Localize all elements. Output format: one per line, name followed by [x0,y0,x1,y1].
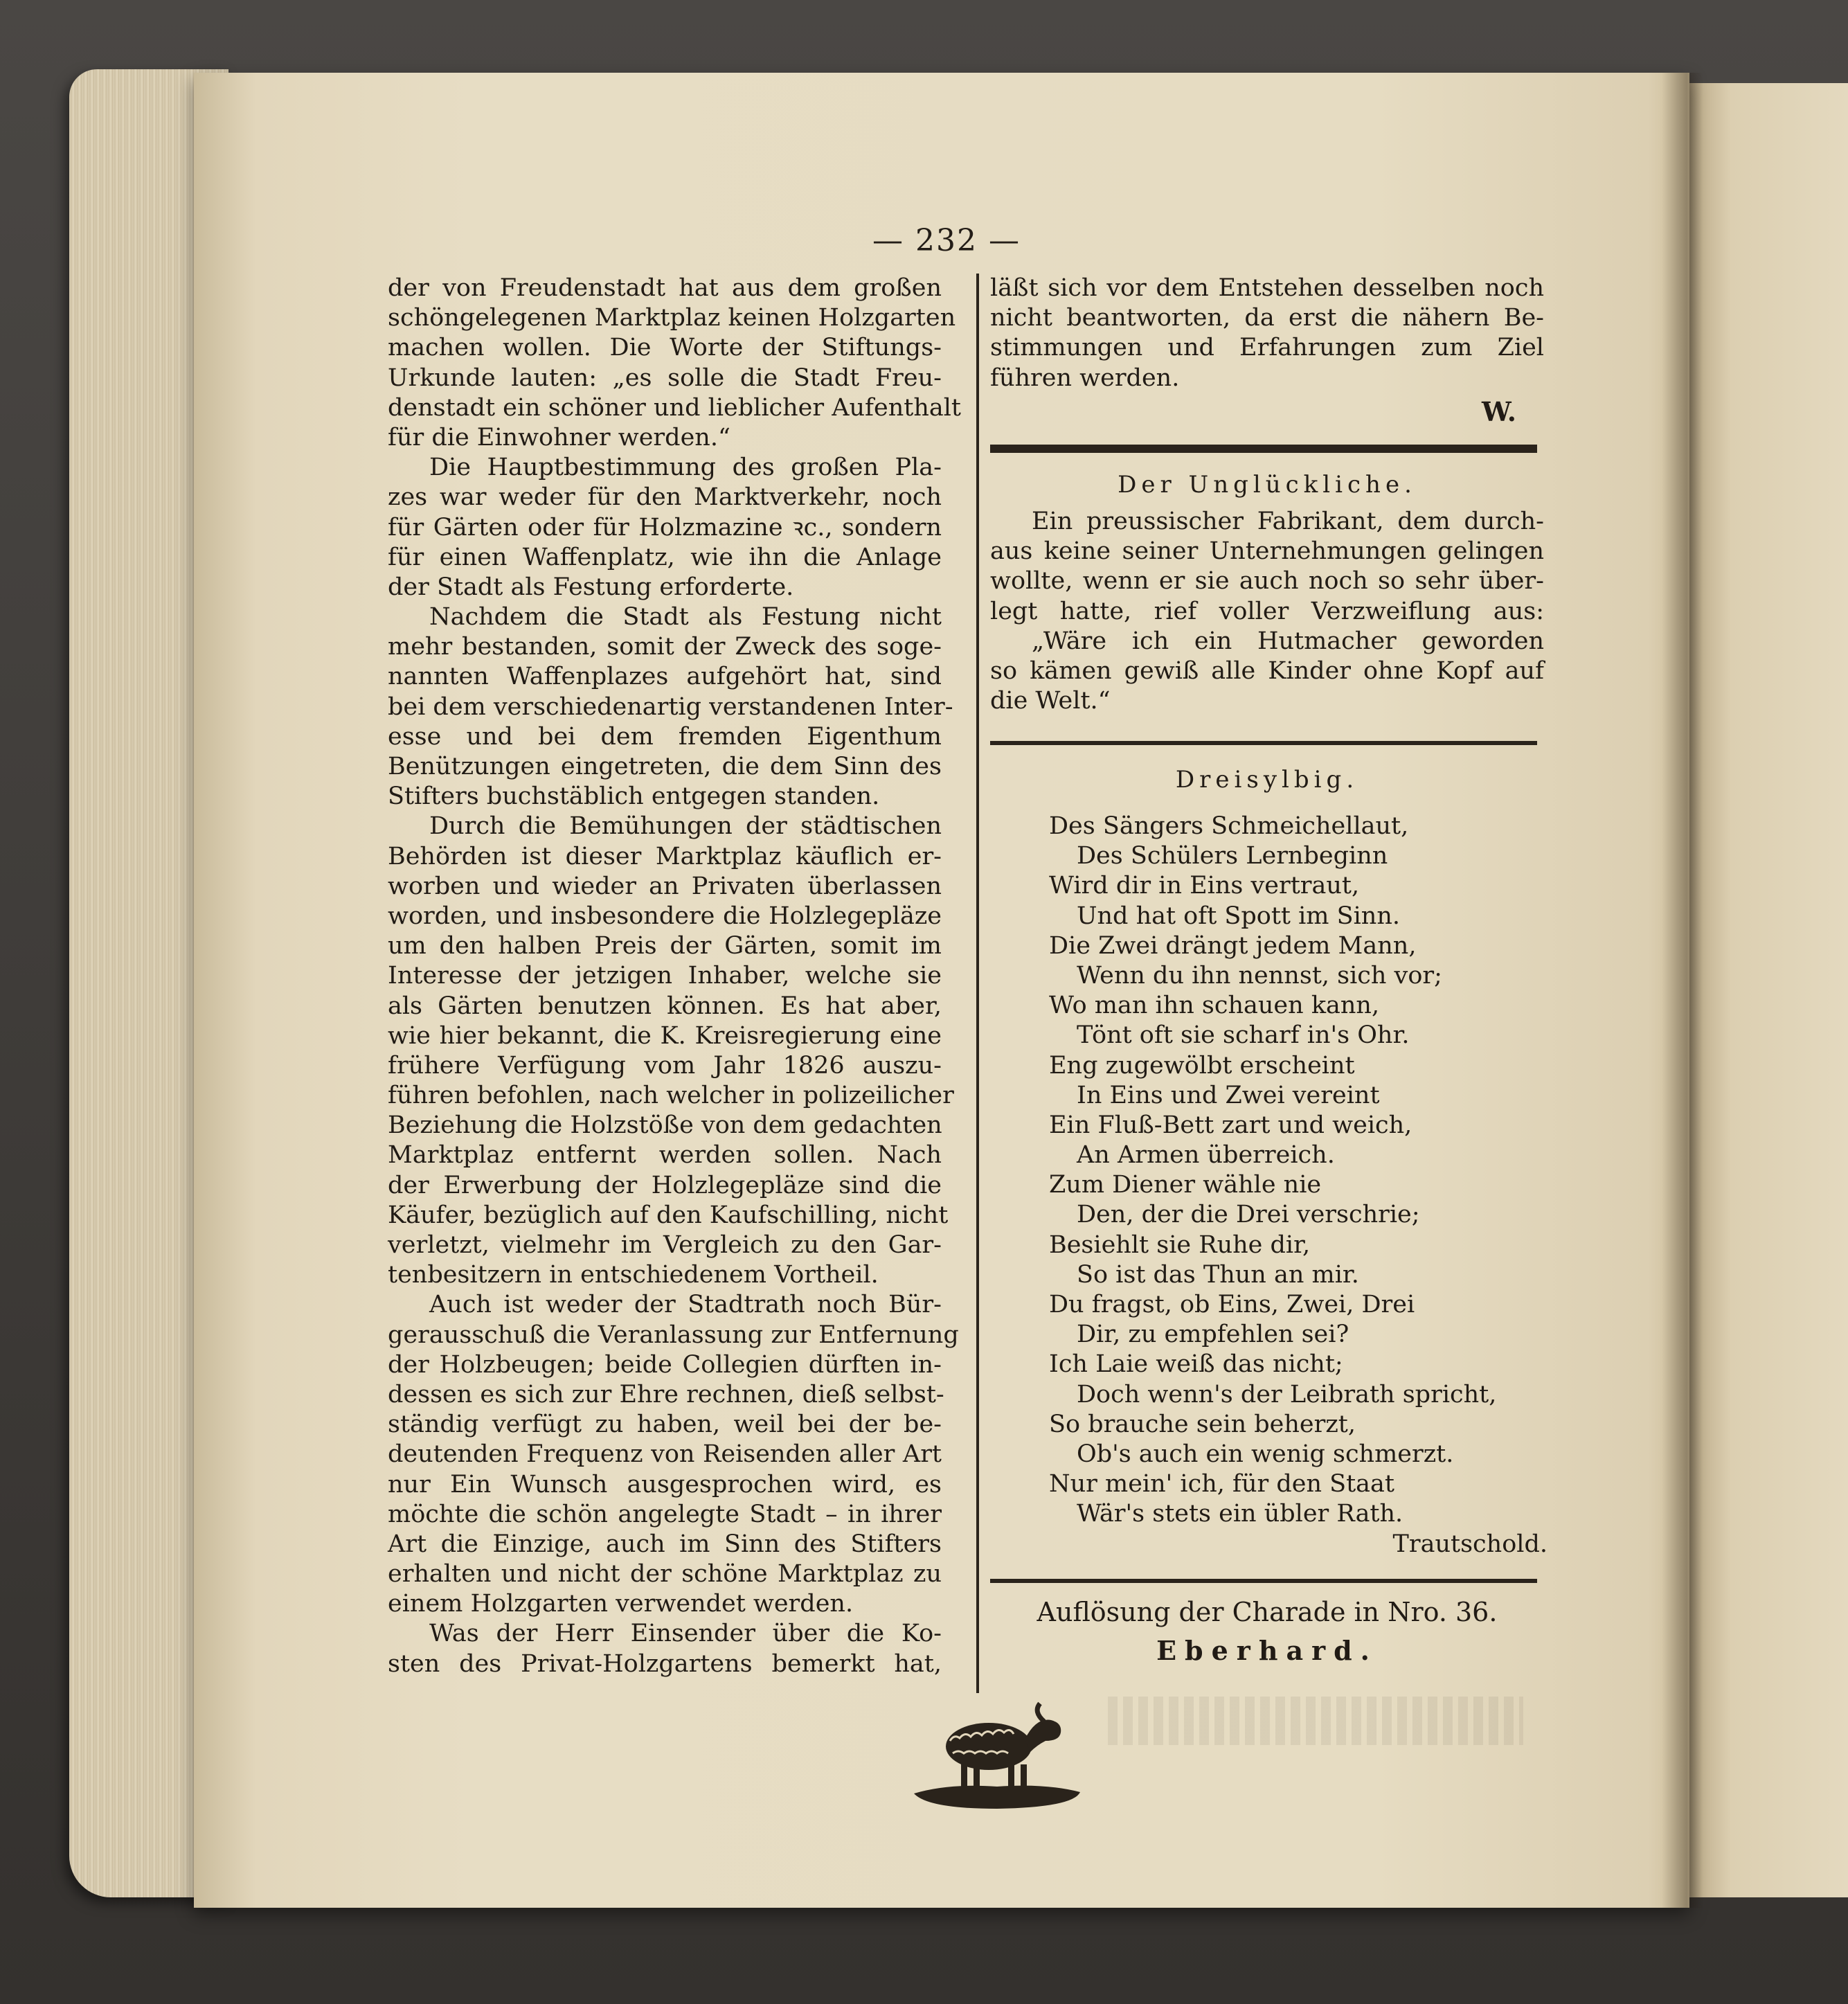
poem-line: In Eins und Zwei vereint [1077,1081,1380,1109]
column-divider [976,274,979,1693]
body-text-line: zes war weder für den Marktverkehr, noch [388,483,942,512]
poem-line: Ob's auch ein wenig schmerzt. [1077,1440,1454,1468]
anecdote-line: legt hatte, rief voller Verzweiflung aus: [990,597,1544,625]
body-text-line: für Gärten oder für Holzmazine ꝛc., sondern [388,513,942,542]
poem-line: Und hat oft Spott im Sinn. [1077,902,1400,930]
body-text-line: Benützungen eingetreten, die dem Sinn des [388,753,942,780]
body-text-line: Nachdem die Stadt als Festung nicht [429,603,942,632]
poem-line: Wär's stets ein übler Rath. [1077,1500,1403,1528]
body-text-line: als Gärten benutzen können. Es hat aber, [388,992,942,1020]
poem-line: Nur mein' ich, für den Staat [1049,1470,1394,1498]
poem-signature: Trautschold. [1392,1530,1548,1558]
anecdote-line: Ein preussischer Fabrikant, dem durch- [1032,508,1544,535]
poem-line: So ist das Thun an mir. [1077,1260,1359,1289]
body-text-line: worden, und insbesondere die Holzlegepläze [388,902,942,930]
body-text-line: mehr bestanden, somit der Zweck des soge- [388,633,942,661]
body-text-line: Urkunde lauten: „es solle die Stadt Freu- [388,364,942,392]
body-text-line: deutenden Frequenz von Reisenden aller Art [388,1440,942,1469]
poem-line: So brauche sein beherzt, [1049,1410,1356,1438]
facing-page-edge [1689,83,1848,1897]
anecdote-line: so kämen gewiß alle Kinder ohne Kopf auf [990,656,1544,685]
section-rule [990,741,1537,745]
body-text-line: erhalten und nicht der schöne Marktplaz zu [388,1560,942,1589]
poem-line: Eng zugewölbt erscheint [1049,1051,1355,1080]
body-text-line: schöngelegenen Marktplaz keinen Holzgarten [388,304,956,332]
section-rule [990,1579,1537,1583]
poem-title: Dreisylbig. [1175,766,1359,794]
anecdote-line: „Wäre ich ein Hutmacher geworden [1032,627,1544,655]
anecdote-title: Der Unglückliche. [1118,471,1417,499]
body-text-line: der Erwerbung der Holzlegepläze sind die [388,1171,942,1199]
body-text-line: der Stadt als Festung erforderte. [388,573,794,601]
intro-signature: W. [1482,395,1516,427]
poem-line: Tönt oft sie scharf in's Ohr. [1077,1021,1410,1050]
body-text-line: für einen Waffenplatz, wie ihn die Anlage [388,543,942,571]
page-number: — 232 — [872,223,1021,258]
poem-line: Wenn du ihn nennst, sich vor; [1077,961,1442,990]
body-text-line: verletzt, vielmehr im Vergleich zu den Gar- [388,1231,942,1259]
gutter-shadow [1662,73,1703,1908]
body-text-line: möchte die schön angelegte Stadt – in ihrer [388,1500,942,1528]
body-text-line: für die Einwohner werden.“ [388,423,730,451]
body-text-line: ständig verfügt zu haben, weil bei der be- [388,1411,942,1439]
left-column [388,274,961,1679]
anecdote-text [990,507,1544,716]
body-text-line: Käufer, bezüglich auf den Kaufschilling, nicht [388,1201,949,1229]
poem-line: Die Zwei drängt jedem Mann, [1049,931,1417,960]
body-text-line: nannten Waffenplazes aufgehört hat, sind [388,663,942,691]
body-text-line: Die Hauptbestimmung des großen Pla- [429,454,942,482]
solution-answer: Eberhard. [1156,1635,1378,1666]
poem-line: Ich Laie weiß das nicht; [1049,1350,1343,1379]
body-text-line: denstadt ein schöner und lieblicher Aufenthalt [388,393,961,422]
body-text-line: nicht beantworten, da erst die nähern Be- [990,304,1544,332]
anecdote-line: wollte, wenn er sie auch noch so sehr über- [990,567,1544,596]
poem-line: Besiehlt sie Ruhe dir, [1049,1231,1311,1259]
poem-line: Wird dir in Eins vertraut, [1049,872,1360,900]
section-rule [990,445,1537,453]
right-column-intro [990,274,1544,431]
body-text-line: Interesse der jetzigen Inhaber, welche sie [388,962,942,990]
body-text-line: führen werden. [990,364,1180,392]
body-text-line: esse und bei dem fremden Eigenthum [388,722,942,751]
body-text-line: Behörden ist dieser Marktplaz käuflich er- [388,842,942,870]
body-text-line: der von Freudenstadt hat aus dem großen [388,274,942,302]
body-text-line: nur Ein Wunsch ausgesprochen wird, es [388,1470,942,1498]
body-text-line: läßt sich vor dem Entstehen desselben noch [990,274,1544,302]
poem-line: An Armen überreich. [1077,1141,1335,1170]
body-text-line: bei dem verschiedenartig verstandenen Inter- [388,692,953,721]
poem-line: Du fragst, ob Eins, Zwei, Drei [1049,1291,1415,1318]
body-text-line: Marktplaz entfernt werden sollen. Nach [388,1141,942,1170]
body-text-line: Durch die Bemühungen der städtischen [429,812,942,841]
poem-line: Ein Fluß-Bett zart und weich, [1049,1111,1412,1139]
body-text-line: frühere Verfügung vom Jahr 1826 auszu- [388,1051,942,1080]
bleed-through-text [1108,1697,1523,1745]
poem-line: Wo man ihn schauen kann, [1049,992,1380,1020]
body-text-line: führen befohlen, nach welcher in polizeilicher [388,1082,954,1110]
body-text-line: sten des Privat-Holzgartens bemerkt hat, [388,1649,942,1678]
sheep-vignette-icon [907,1690,1087,1814]
charade-solution [990,1593,1544,1670]
poem-line: Doch wenn's der Leibrath spricht, [1077,1380,1497,1408]
body-text-line: Beziehung die Holzstöße von dem gedachten [388,1111,942,1140]
body-text-line: stimmungen und Erfahrungen zum Ziel [990,334,1544,362]
body-text-line: einem Holzgarten verwendet werden. [388,1590,854,1618]
body-text-line: Was der Herr Einsender über die Ko- [429,1620,942,1648]
body-text-line: wie hier bekannt, die K. Kreisregierung eine [388,1021,942,1050]
body-text-line: Art die Einzige, auch im Sinn des Stifters [388,1530,942,1558]
body-text-line: worben und wieder an Privaten überlassen [388,872,942,900]
body-text-line: dessen es sich zur Ehre rechnen, dieß selbst- [388,1380,944,1408]
body-text-line: Stifters buchstäblich entgegen standen. [388,782,880,811]
anecdote-line: die Welt.“ [990,687,1111,715]
anecdote-line: aus keine seiner Unternehmungen gelingen [990,537,1544,566]
body-text-line: gerausschuß die Veranlassung zur Entfernung [388,1321,959,1349]
body-text-line: Auch ist weder der Stadtrath noch Bür- [429,1291,942,1319]
body-text-line: machen wollen. Die Worte der Stiftungs- [388,334,942,362]
poem-line: Dir, zu empfehlen sei? [1077,1321,1349,1349]
body-text-line: der Holzbeugen; beide Collegien dürften in- [388,1350,942,1379]
solution-line: Auflösung der Charade in Nro. 36. [1037,1597,1498,1627]
poem-line: Des Schülers Lernbeginn [1077,842,1388,870]
poem-line: Des Sängers Schmeichellaut, [1049,812,1409,840]
body-text-line: um den halben Preis der Gärten, somit im [388,932,942,960]
poem [1049,812,1548,1559]
poem-line: Zum Diener wähle nie [1049,1171,1322,1199]
poem-line: Den, der die Drei verschrie; [1077,1201,1420,1229]
body-text-line: tenbesitzern in entschiedenem Vortheil. [388,1261,879,1289]
